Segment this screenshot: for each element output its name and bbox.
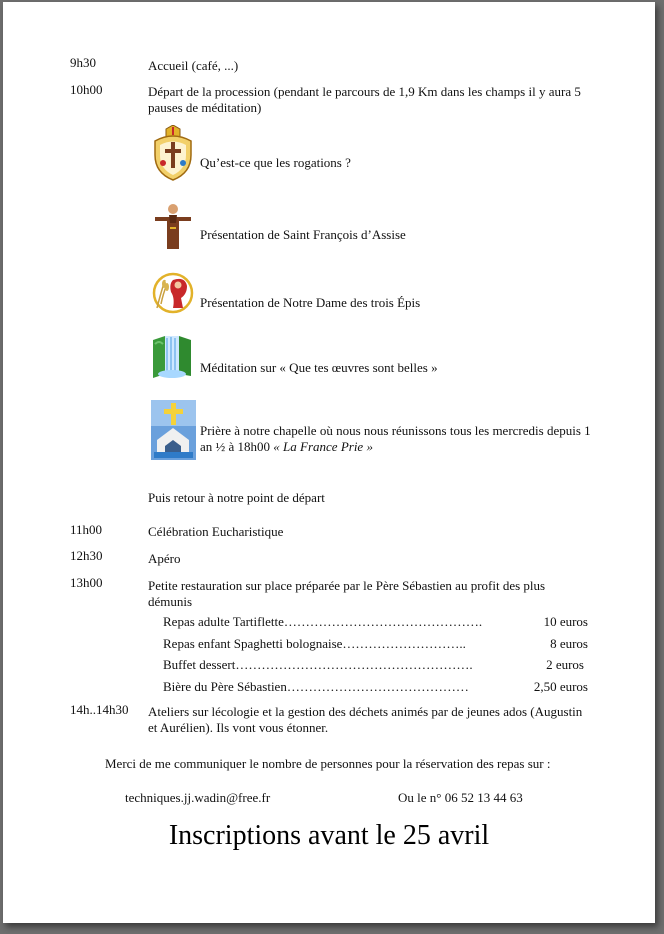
chapel-cross-icon — [151, 400, 196, 460]
menu-price: 10 euros — [543, 614, 588, 629]
time-label: 11h00 — [70, 522, 103, 537]
station-text — [200, 423, 595, 455]
phone-contact: Ou le n° 06 52 13 44 63 — [398, 790, 523, 805]
menu-item: Repas adulte Tartiflette………………………………………. — [163, 614, 483, 629]
menu-line — [163, 636, 588, 652]
schedule-text: Petite restauration sur place préparée par le Père Sébastien au profit des plus démunis — [148, 578, 546, 609]
menu-item: Buffet dessert………………………………………………. — [163, 657, 473, 672]
station-text-italic: « La France Prie » — [273, 439, 373, 454]
saint-francis-icon — [153, 203, 193, 251]
reservation-request: Merci de me communiquer le nombre de personnes pour la réservation des repas sur : — [105, 756, 551, 771]
station-text: Présentation de Saint François d’Assise — [200, 227, 406, 242]
time-label: 10h00 — [70, 82, 103, 97]
workshop-text: Ateliers sur lécologie et la gestion des déchets animés par de jeunes ados (Augustin et Aurélien). Ils vont vous étonner. — [148, 704, 583, 735]
waterfall-icon — [151, 334, 193, 379]
menu-item: Repas enfant Spaghetti bolognaise……………………….. — [163, 636, 466, 651]
time-label: 14h..14h30 — [70, 702, 129, 717]
menu-item: Bière du Père Sébastien…………………………………… — [163, 679, 469, 694]
menu-line — [163, 657, 588, 673]
notre-dame-wheat-icon — [151, 272, 195, 314]
email-contact: techniques.jj.wadin@free.fr — [125, 790, 271, 805]
menu-price: 8 euros — [550, 636, 588, 651]
time-label: 9h30 — [70, 55, 96, 70]
schedule-text: Célébration Eucharistique — [148, 524, 284, 539]
schedule-text: Départ de la procession (pendant le parcours de 1,9 Km dans les champs il y aura 5 pauses de méditation) — [148, 84, 581, 115]
station-text: Méditation sur « Que tes œuvres sont belles » — [200, 360, 438, 375]
bishop-emblem-icon — [151, 125, 196, 182]
schedule-text: Apéro — [148, 551, 181, 566]
schedule-text: Accueil (café, ...) — [148, 58, 239, 73]
menu-line — [163, 679, 588, 695]
return-text: Puis retour à notre point de départ — [148, 490, 325, 505]
deadline-heading: Inscriptions avant le 25 avril — [168, 820, 490, 851]
station-text: Qu’est-ce que les rogations ? — [200, 155, 351, 170]
station-text: Présentation de Notre Dame des trois Épis — [200, 295, 421, 310]
menu-line — [163, 614, 588, 630]
time-label: 12h30 — [70, 548, 103, 563]
station-text-main: Prière à notre chapelle où nous nous réunissons tous les mercredis depuis 1 an ½ à 18h00 — [200, 423, 591, 454]
document-page — [3, 2, 655, 923]
menu-price: 2,50 euros — [533, 679, 588, 694]
menu-price: 2 euros — [546, 657, 584, 672]
time-label: 13h00 — [70, 575, 103, 590]
